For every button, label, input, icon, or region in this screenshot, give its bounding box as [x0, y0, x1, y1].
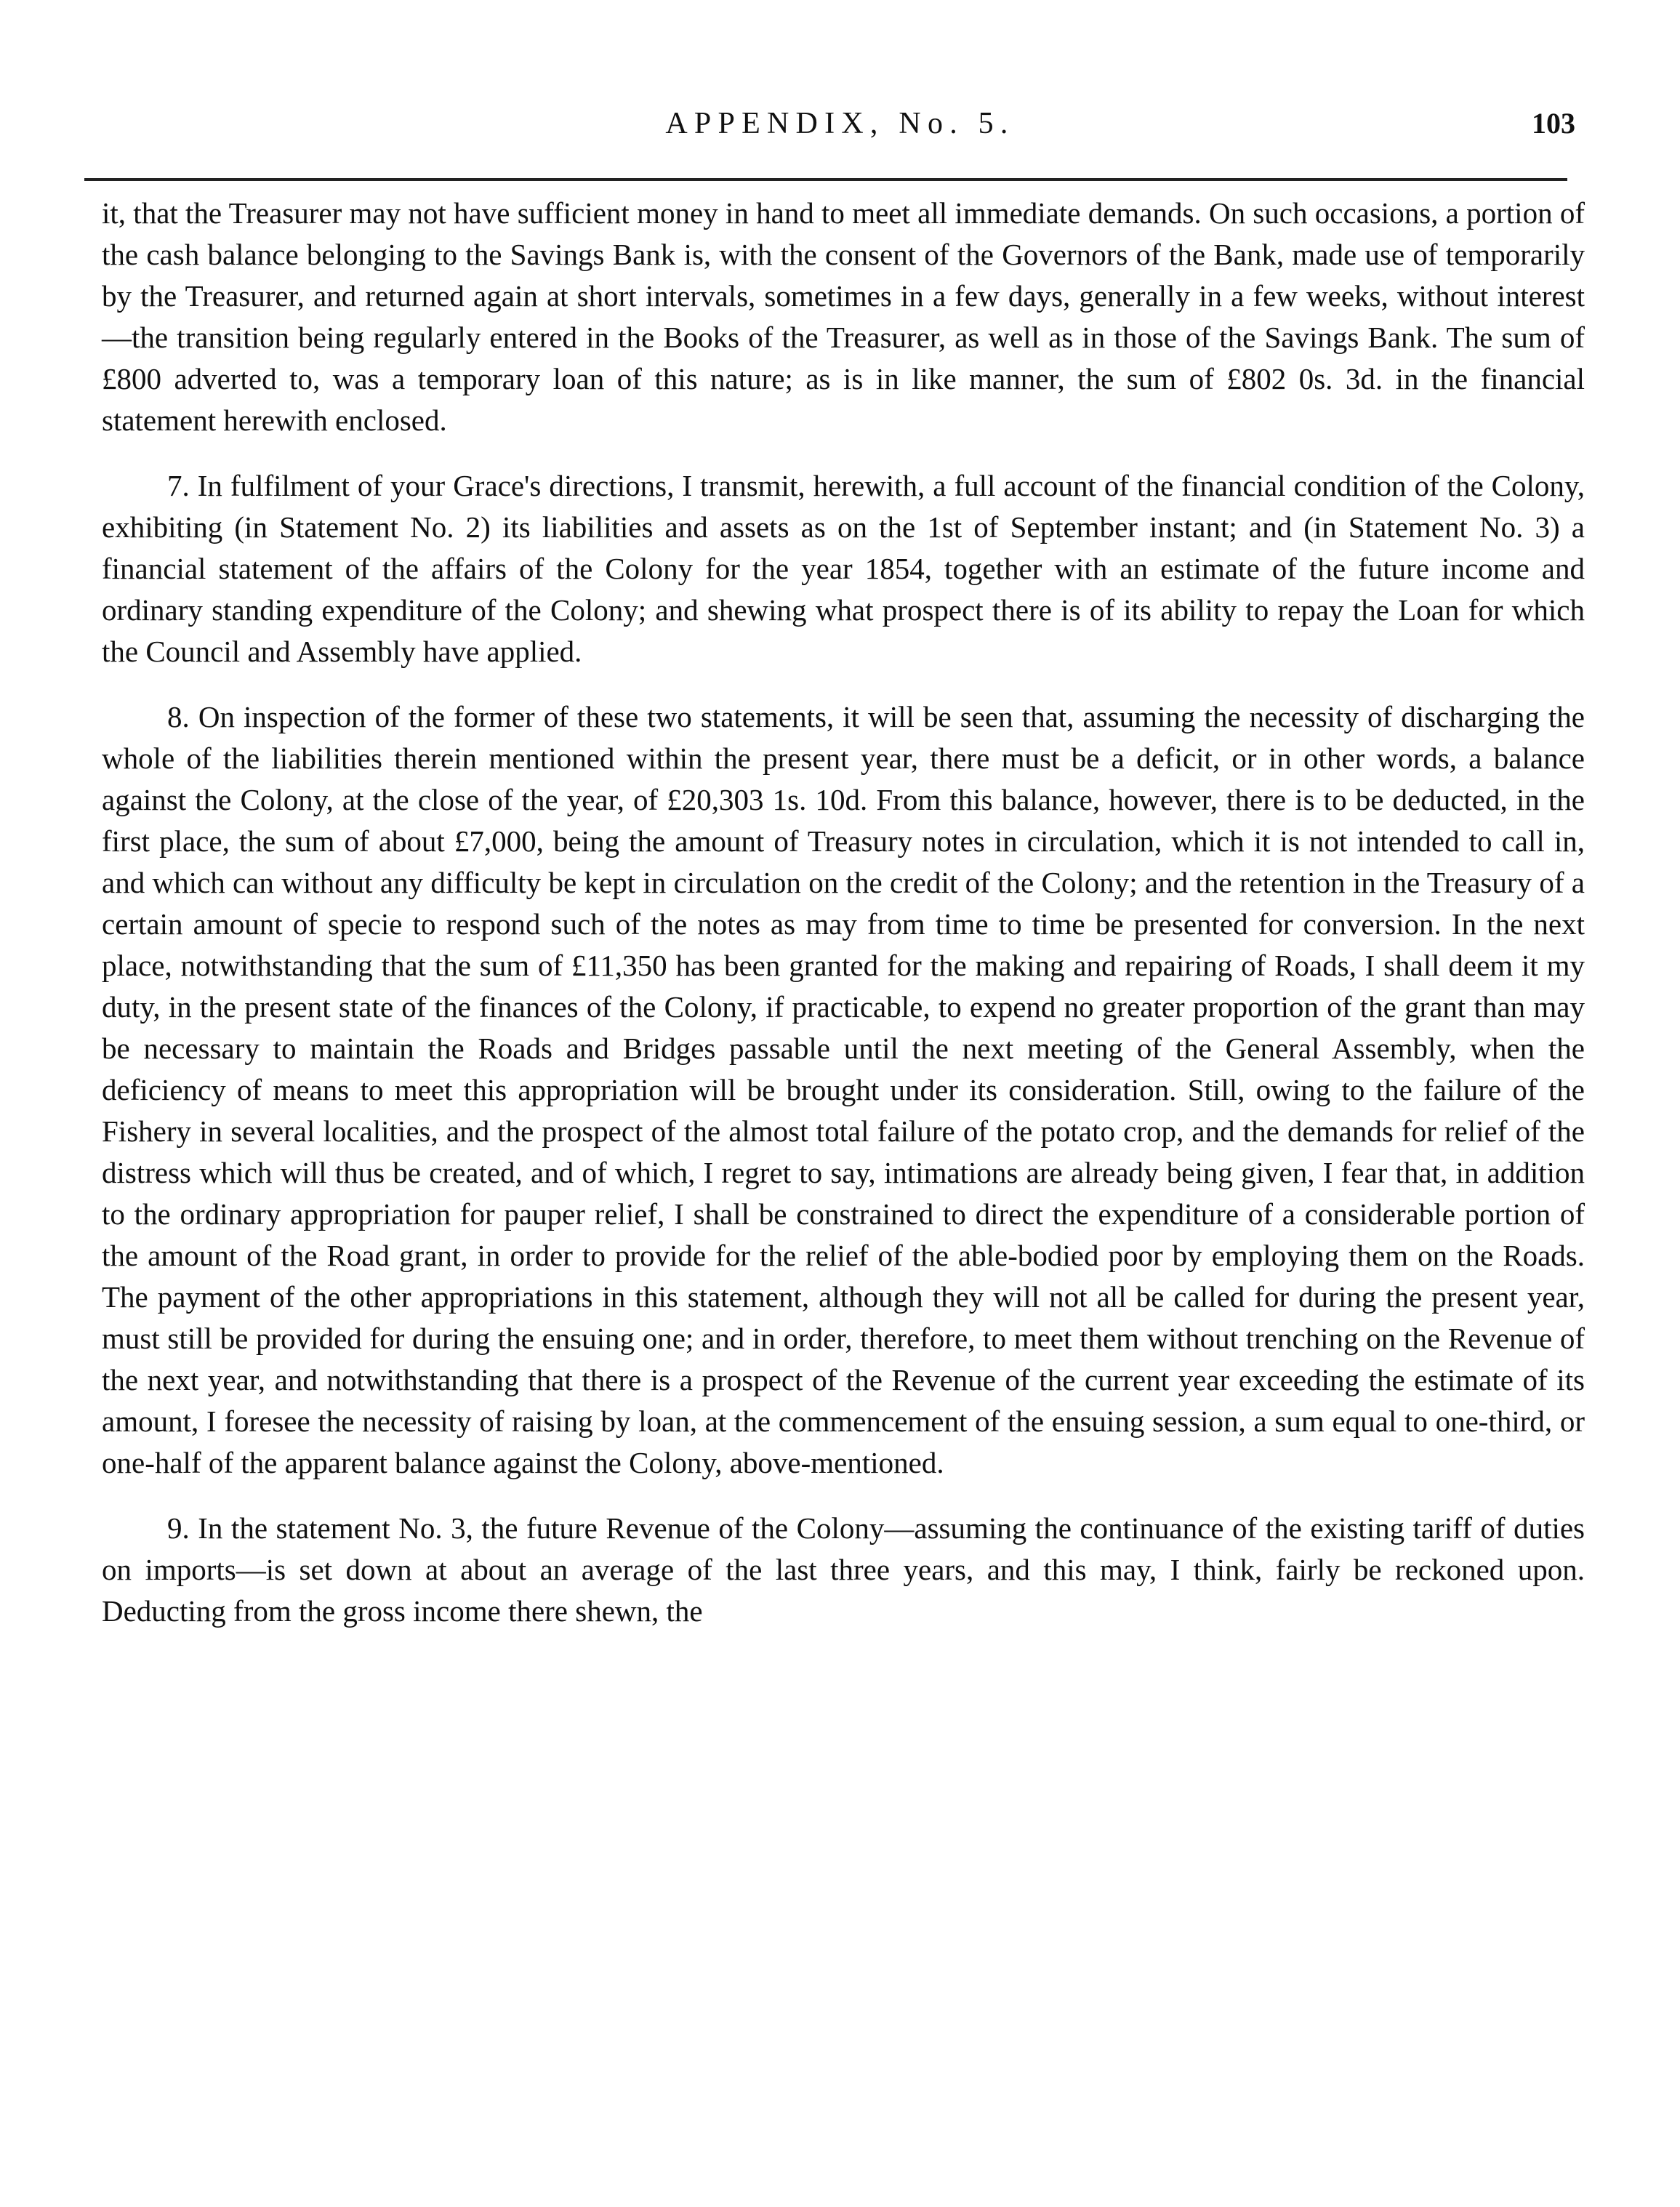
paragraph-continued [102, 193, 1585, 441]
paragraph-text: On inspection of the former of these two statements, it will be seen that, assuming the necessity of discharging the whole of the liabilities therein mentioned within the present year, there must be a deficit, or in other words, a balance against the Colony, at the close of the year, of £20,303 1s. 10d. From this balance, however, there is to be deducted, in the first place, the sum of about £7,000, being the amount of Treasury notes in circulation, which it is not intended to call in, and which can without any difficulty be kept in circulation on the credit of the Colony; and the retention in the Treasury of a certain amount of specie to respond such of the notes as may from time to time be presented for conversion. In the next place, notwithstanding that the sum of £11,350 has been granted for the making and repairing of Roads, I shall deem it my duty, in the present state of the finances of the Colony, if practicable, to expend no greater proportion of the grant than may be necessary to maintain the Roads and Bridges passable until the next meeting of the General Assembly, when the deficiency of means to meet this appropriation will be brought under its consideration. Still, owing to the failure of the Fishery in several localities, and the prospect of the almost total failure of the potato crop, and the demands for relief of the distress which will thus be created, and of which, I regret to say, intimations are already being given, I fear that, in addition to the ordinary appropriation for pauper relief, I shall be constrained to direct the expenditure of a considerable portion of the amount of the Road grant, in order to provide for the relief of the able-bodied poor by employing them on the Roads. The payment of the other appropriations in this statement, although they will not all be called for during the present year, must still be provided for during the ensuing one; and in order, therefore, to meet them without trenching on the Revenue of the next year, and notwithstanding that there is a prospect of the Revenue of the current year exceeding the estimate of its amount, I foresee the necessity of raising by loan, at the commencement of the ensuing session, a sum equal to one-third, or one-half of the apparent balance against the Colony, above-mentioned. [102, 700, 1585, 1479]
paragraph-text: In fulfilment of your Grace's directions, I transmit, herewith, a full account of the financial condition of the Colony, exhibiting (in Statement No. 2) its liabilities and assets as on the 1st of September instant; and (in Statement No. 3) a financial statement of the affairs of the Colony for the year 1854, together with an estimate of the future income and ordinary standing expenditure of the Colony; and shewing what prospect there is of its ability to repay the Loan for which the Council and Assembly have applied. [102, 469, 1585, 668]
paragraph-number: 9. [167, 1511, 190, 1545]
header-rule [84, 178, 1567, 181]
paragraph-number: 8. [167, 700, 190, 733]
paragraph-9 [102, 1508, 1585, 1632]
page-number: 103 [1532, 107, 1575, 140]
paragraph-number: 7. [167, 469, 190, 502]
page-header [0, 102, 1680, 145]
running-title: APPENDIX, No. 5. [665, 107, 1015, 140]
paragraph-8 [102, 696, 1585, 1484]
paragraph-text: it, that the Treasurer may not have sufficient money in hand to meet all immediate demands. On such occasions, a portion of the cash balance belonging to the Savings Bank is, with the consent of the Governors of the Bank, made use of temporarily by the Treasurer, and returned again at short intervals, sometimes in a few days, generally in a few weeks, without interest—the transition being regularly entered in the Books of the Treasurer, as well as in those of the Savings Bank. The sum of £800 adverted to, was a temporary loan of this nature; as is in like manner, the sum of £802 0s. 3d. in the financial statement herewith enclosed. [102, 196, 1585, 437]
paragraph-text: In the statement No. 3, the future Revenue of the Colony—assuming the continuance of the existing tariff of duties on imports—is set down at about an average of the last three years, and this may, I think, fairly be reckoned upon. Deducting from the gross income there shewn, the [102, 1511, 1585, 1628]
body-text [102, 193, 1585, 1656]
paragraph-7 [102, 465, 1585, 672]
